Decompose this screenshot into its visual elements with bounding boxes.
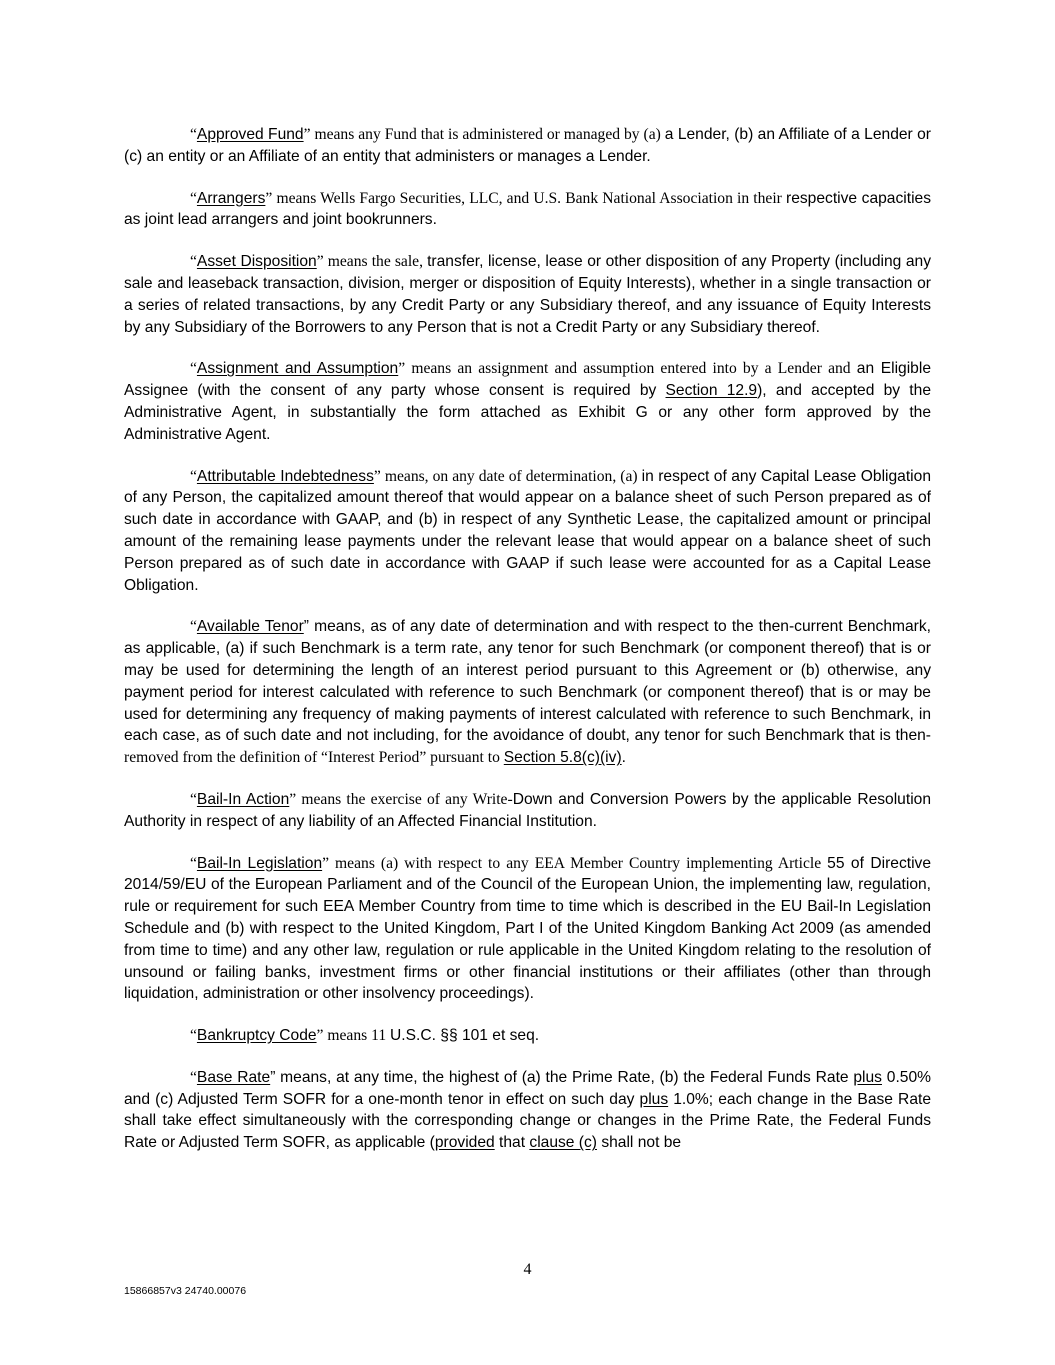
text-run: 0.50% and (c) Adjusted Term SOFR for a one-month tenor in effect on such day xyxy=(124,1068,931,1108)
text-run: ” means, at any time, the highest of (a) the Prime Rate, (b) the Federal Funds Rate xyxy=(270,1068,854,1086)
serif-text-run: “ xyxy=(190,360,197,378)
document-id: 15866857v3 24740.00076 xyxy=(124,1285,247,1297)
definition-approved-fund xyxy=(124,124,931,168)
serif-text-run: “ xyxy=(190,1027,197,1045)
serif-text-run: “ xyxy=(190,253,197,271)
text-run: in respect of any Capital Lease Obligation of any Person, the capitalized amount thereof that would appear on a balance sheet of such Person prepared as of such date in accordance with GAAP, and (b) in respect of any Synthetic Lease, the capitalized amount or principal amount of the remaining lease payments under the relevant lease that would appear on a balance sheet of such Person prepared as of such date in accordance with GAAP if such lease were accounted for as a Capital Lease Obligation. xyxy=(124,467,931,594)
definition-bankruptcy-code xyxy=(124,1025,931,1047)
serif-text-run: “ xyxy=(190,126,197,143)
serif-text-run: “ xyxy=(190,189,197,207)
serif-text-run: ” means the exercise of any Write- xyxy=(289,790,513,808)
definition-asset-disposition xyxy=(124,251,931,338)
text-run: ” means, as of any date of determination and with respect to the then-current Benchmark, as applicable, (a) if such Benchmark is a term rate, any tenor for such Benchmark (or component thereof) that is or may be used for determining the length of an interest period pursuant to this Agreement or (b) otherwise, any payment period for interest calculated with reference to such Benchmark (or component thereof) that is or may be used for determining any frequency of making payments of interest calculated with reference to such Benchmark, in each case, as of such date and not including, for the avoidance of doubt, any tenor for such Benchmark that is then- xyxy=(124,618,931,745)
definition-arrangers xyxy=(124,188,931,232)
serif-text-run: ” means the sale, xyxy=(316,253,428,271)
text-run: 1.0%; each change in the Base Rate shall take effect simultaneously with the corresponding change or changes in the Prime Rate, the Federal Funds Rate or Adjusted Term SOFR, as applicable ( xyxy=(124,1090,931,1152)
definition-assignment-and-assumption xyxy=(124,358,931,445)
serif-text-run: “ xyxy=(190,1068,197,1086)
text-run: an Eligible Assignee (with the consent of any party whose consent is required by xyxy=(124,360,931,400)
definition-attributable-indebtedness xyxy=(124,466,931,597)
serif-text-run: ” means any Fund that is administered or managed by (a) xyxy=(303,126,665,143)
serif-text-run: ” means Wells Fargo Securities, LLC, and U.S. Bank National Association in their xyxy=(265,189,787,207)
defined-term: Attributable Indebtedness xyxy=(196,467,374,485)
text-run: shall not be xyxy=(596,1134,682,1152)
defined-term: Assignment and Assumption xyxy=(196,360,399,378)
serif-text-run: ” means 11 xyxy=(316,1027,391,1045)
text-run: a Lender, (b) an Affiliate of a Lender or (c) an entity or an Affiliate of an entity that administers or manages a Lender. xyxy=(124,126,931,165)
text-run: that xyxy=(494,1134,530,1152)
text-run: ), and accepted by the Administrative Agent, in substantially the form attached as Exhibit G or any other form approved by the Administrative Agent. xyxy=(124,382,931,443)
serif-text-run: ” means an assignment and assumption entered into by a Lender and xyxy=(398,360,857,378)
serif-text-run: “ xyxy=(190,467,197,485)
text-run: transfer, license, lease or other disposition of any Property (including any sale and leaseback transaction, division, merger or disposition of Equity Interests), whether in a single transaction or a series of related transactions, by any Credit Party or any Subsidiary thereof, and any issuance of Equity Interests by any Subsidiary of the Borrowers to any Person that is not a Credit Party or any Subsidiary thereof. xyxy=(124,253,931,336)
definition-bail-in-action xyxy=(124,789,931,833)
underlined-reference: plus xyxy=(639,1090,669,1108)
defined-term: Asset Disposition xyxy=(196,253,317,271)
underlined-reference: Section 12.9 xyxy=(665,382,758,400)
defined-term: Available Tenor xyxy=(196,618,304,636)
defined-term: Bankruptcy Code xyxy=(196,1027,317,1045)
text-run: 55 of Directive 2014/59/EU of the European Parliament and of the Council of the European Union, the implementing law, regulation, rule or requirement for such EEA Member Country from time to time which is described in the EU Bail-In Legislation Schedule and (b) with respect to the United Kingdom, Part I of the United Kingdom Banking Act 2009 (as amended from time to time) and any other law, regulation or rule applicable in the United Kingdom relating to the resolution of unsound or failing banks, investment firms or other financial institutions or their affiliates (other than through liquidation, administration or other insolvency proceedings). xyxy=(124,854,932,1003)
text-run: . xyxy=(621,749,626,767)
underlined-reference: provided xyxy=(434,1134,495,1152)
serif-text-run: “ xyxy=(190,618,197,636)
serif-text-run: “ xyxy=(190,790,197,808)
document-page xyxy=(124,124,931,1174)
underlined-reference: plus xyxy=(853,1068,882,1086)
defined-term: Arrangers xyxy=(196,189,266,207)
defined-term: Bail-In Action xyxy=(196,790,290,808)
serif-text-run: ” means (a) with respect to any EEA Member Country implementing Article xyxy=(322,854,828,872)
defined-term: Base Rate xyxy=(196,1068,271,1086)
defined-term: Approved Fund xyxy=(196,126,304,143)
page-number: 4 xyxy=(523,1261,532,1278)
definition-bail-in-legislation xyxy=(124,853,931,1006)
underlined-reference: Section 5.8(c)(iv) xyxy=(503,749,622,767)
text-run: respective capacities as joint lead arrangers and joint bookrunners. xyxy=(124,189,932,229)
text-run: Down and Conversion Powers by the applicable Resolution Authority in respect of any liability of an Affected Financial Institution. xyxy=(124,790,931,830)
text-run: U.S.C. §§ 101 et seq. xyxy=(390,1027,540,1045)
definition-base-rate xyxy=(124,1067,931,1154)
serif-text-run: “ xyxy=(190,854,197,872)
defined-term: Bail-In Legislation xyxy=(196,854,323,872)
underlined-reference: clause (c) xyxy=(529,1134,597,1152)
serif-text-run: removed from the definition of “Interest Period” pursuant to xyxy=(124,749,504,767)
definition-available-tenor xyxy=(124,616,931,769)
serif-text-run: ” means, on any date of determination, (a) xyxy=(373,467,642,485)
